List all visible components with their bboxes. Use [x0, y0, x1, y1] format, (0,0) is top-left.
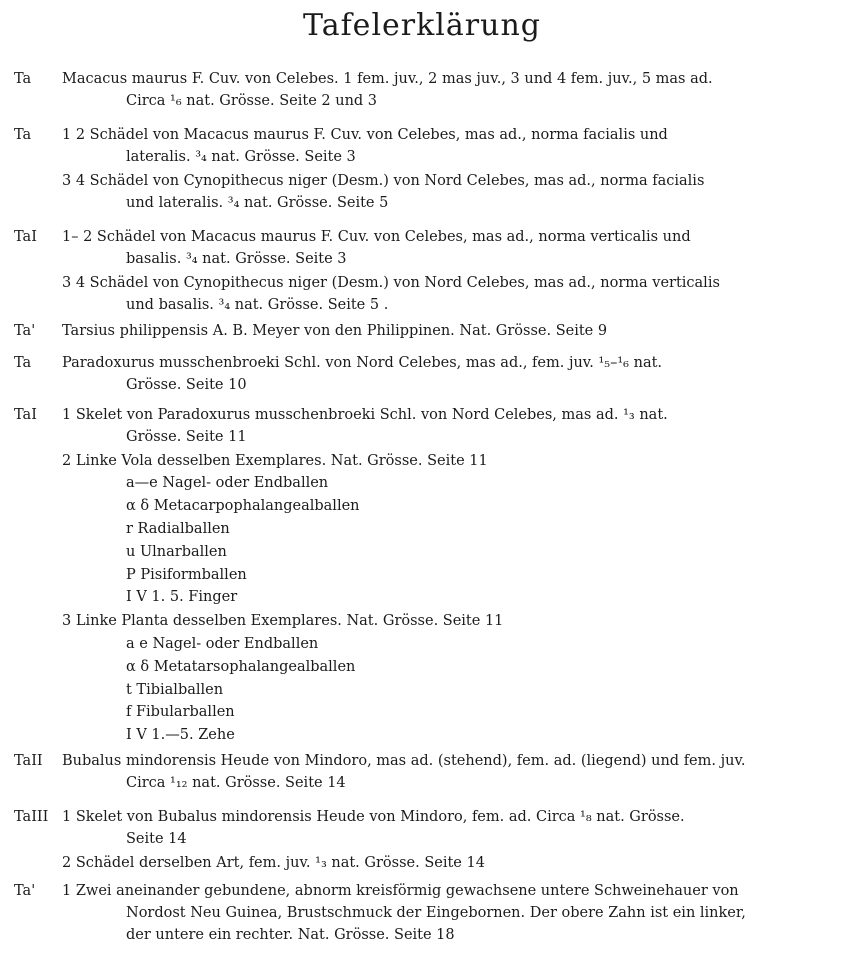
entry-line: 3 4 Schädel von Cynopithecus niger (Desm.) von Nord Celebes, mas ad., norma verticalis: [62, 275, 720, 291]
entry-line: Seite 14: [126, 831, 187, 847]
entry-line: der untere ein rechter. Nat. Grösse. Seite 18: [126, 927, 455, 943]
legend-line: a—e Nagel- oder Endballen: [126, 475, 329, 491]
entry-line: Macacus maurus F. Cuv. von Celebes. 1 fem. juv., 2 mas juv., 3 und 4 fem. juv., 5 mas ad.: [62, 71, 713, 87]
legend-line: I V 1. 5. Finger: [126, 589, 238, 605]
entry-line: Grösse. Seite 10: [126, 377, 247, 393]
entry-line: 3 Linke Planta desselben Exemplares. Nat. Grösse. Seite 11: [62, 613, 504, 629]
entry-line: lateralis. ³₄ nat. Grösse. Seite 3: [126, 149, 356, 165]
entry-line: 1 Skelet von Bubalus mindorensis Heude von Mindoro, fem. ad. Circa ¹₈ nat. Grösse.: [62, 809, 685, 825]
plate-label: Ta': [14, 883, 36, 899]
entry-line: Circa ¹₁₂ nat. Grösse. Seite 14: [126, 775, 346, 791]
entry-line: Bubalus mindorensis Heude von Mindoro, mas ad. (stehend), fem. ad. (liegend) und fem. juv.: [62, 753, 746, 769]
legend-line: a e Nagel- oder Endballen: [126, 636, 319, 652]
plate-label: TaII: [14, 753, 43, 769]
entry-line: basalis. ³₄ nat. Grösse. Seite 3: [126, 251, 347, 267]
entry-line: und basalis. ³₄ nat. Grösse. Seite 5 .: [126, 297, 389, 313]
entry-line: 3 4 Schädel von Cynopithecus niger (Desm.) von Nord Celebes, mas ad., norma facialis: [62, 173, 705, 189]
entry-line: 2 Schädel derselben Art, fem. juv. ¹₃ nat. Grösse. Seite 14: [62, 855, 485, 871]
legend-line: r Radialballen: [126, 521, 230, 537]
entry-line: und lateralis. ³₄ nat. Grösse. Seite 5: [126, 195, 389, 211]
entry-line: 1 Skelet von Paradoxurus musschenbroeki Schl. von Nord Celebes, mas ad. ¹₃ nat.: [62, 407, 668, 423]
entry-line: 2 Linke Vola desselben Exemplares. Nat. Grösse. Seite 11: [62, 453, 488, 469]
entry-line: Paradoxurus musschenbroeki Schl. von Nord Celebes, mas ad., fem. juv. ¹₅–¹₆ nat.: [62, 355, 663, 371]
entry-line: Nordost Neu Guinea, Brustschmuck der Eingebornen. Der obere Zahn ist ein linker,: [126, 905, 746, 921]
plate-label: TaI: [14, 407, 37, 423]
entry-line: Grösse. Seite 11: [126, 429, 247, 445]
plate-label: TaIII: [14, 809, 49, 825]
entry-line: Tarsius philippensis A. B. Meyer von den Philippinen. Nat. Grösse. Seite 9: [62, 323, 608, 339]
legend-line: t Tibialballen: [126, 682, 224, 698]
legend-line: P Pisiformballen: [126, 567, 247, 583]
plate-label: Ta: [14, 71, 32, 87]
plate-label: Ta': [14, 323, 36, 339]
page-title: Tafelerklärung: [303, 8, 541, 43]
entry-line: 1 2 Schädel von Macacus maurus F. Cuv. von Celebes, mas ad., norma facialis und: [62, 127, 668, 143]
entry-line: 1– 2 Schädel von Macacus maurus F. Cuv. von Celebes, mas ad., norma verticalis und: [62, 229, 691, 245]
plate-label: Ta: [14, 355, 32, 371]
legend-line: f Fibularballen: [126, 704, 235, 720]
legend-line: I V 1.—5. Zehe: [126, 727, 235, 743]
entry-line: Circa ¹₆ nat. Grösse. Seite 2 und 3: [126, 93, 378, 109]
plate-label: TaI: [14, 229, 37, 245]
legend-line: u Ulnarballen: [126, 544, 227, 560]
entry-line: 1 Zwei aneinander gebundene, abnorm kreisförmig gewachsene untere Schweinehauer von: [62, 883, 739, 899]
plate-label: Ta: [14, 127, 32, 143]
legend-line: α δ Metacarpophalangealballen: [126, 498, 360, 514]
legend-line: α δ Metatarsophalangealballen: [126, 659, 356, 675]
